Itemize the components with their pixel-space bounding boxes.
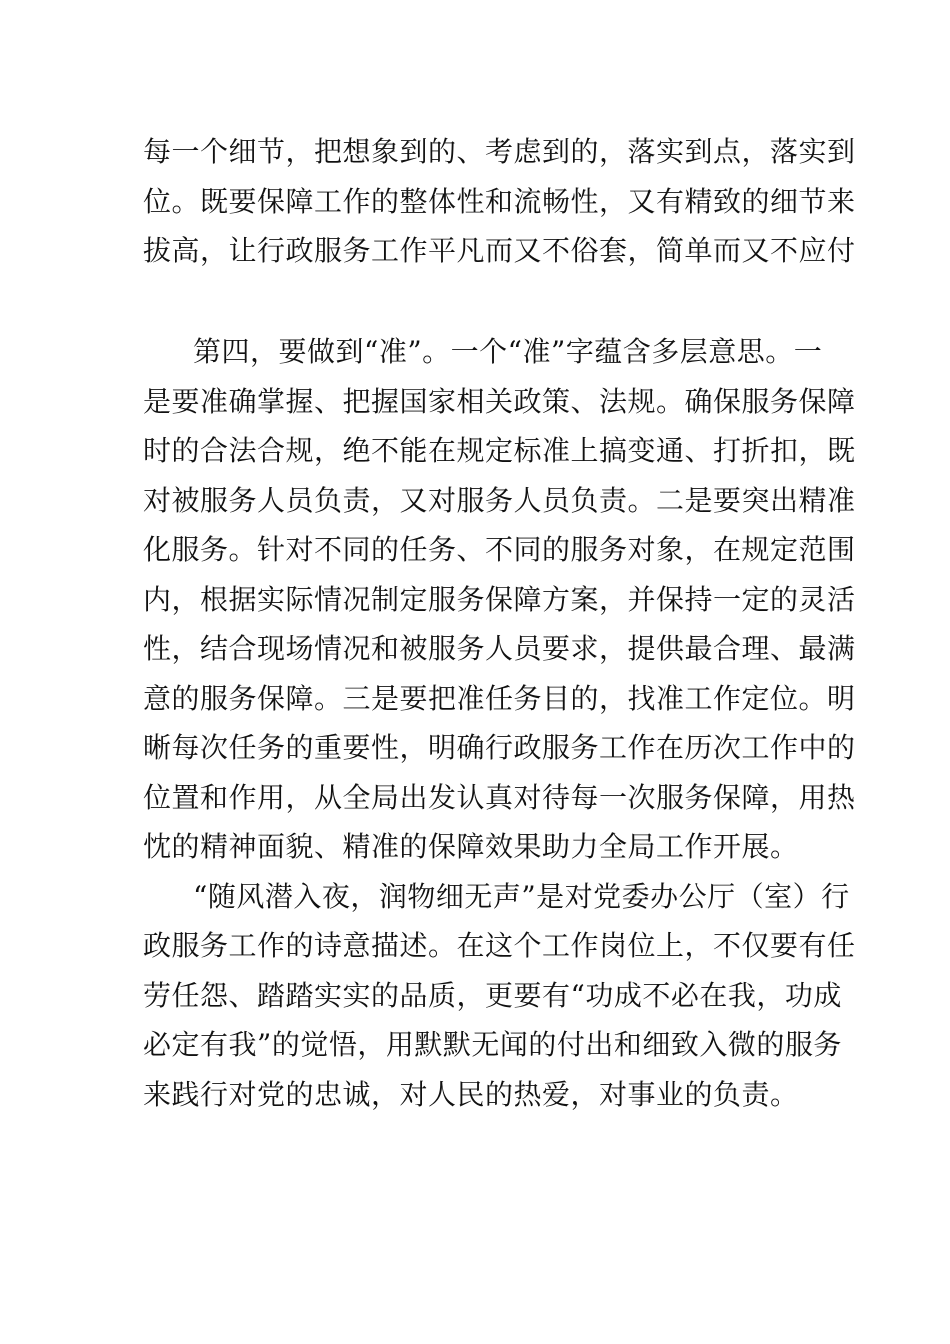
- text-line: 化服务。针对不同的任务、不同的服务对象，在规定范围: [143, 533, 856, 566]
- text-line: 必定有我”的觉悟，用默默无闻的付出和细致入微的服务: [143, 1028, 842, 1061]
- text-line: 忱的精神面貌、精准的保障效果助力全局工作开展。: [143, 830, 799, 863]
- text-line: 意的服务保障。三是要把准任务目的，找准工作定位。明: [143, 681, 856, 715]
- text-line: 是要准确掌握、把握国家相关政策、法规。确保服务保障: [143, 384, 856, 418]
- continued-paragraph: [143, 127, 856, 276]
- text-line: 拔高，让行政服务工作平凡而又不俗套，简单而又不应付: [143, 234, 856, 267]
- text-line: 性，结合现场情况和被服务人员要求，提供最合理、最满: [143, 632, 856, 665]
- text-line: 每一个细节，把想象到的、考虑到的，落实到点，落实到: [143, 135, 856, 168]
- paragraph-first-line: “随风潜入夜，润物细无声”是对党委办公厅（室）行: [193, 879, 850, 913]
- text-line: 时的合法合规，绝不能在规定标准上搞变通、打折扣，既: [143, 434, 856, 467]
- text-line: 晰每次任务的重要性，明确行政服务工作在历次工作中的: [143, 731, 856, 764]
- text-line: 对被服务人员负责，又对服务人员负责。二是要突出精准: [143, 483, 856, 517]
- text-line: 政服务工作的诗意描述。在这个工作岗位上，不仅要有任: [143, 929, 856, 962]
- text-line: 内，根据实际情况制定服务保障方案，并保持一定的灵活: [143, 582, 856, 616]
- text-line: 位。既要保障工作的整体性和流畅性，又有精致的细节来: [143, 184, 856, 218]
- text-line: 来践行对党的忠诚，对人民的热爱，对事业的负责。: [143, 1077, 799, 1111]
- text-line: 劳任怨、踏踏实实的品质，更要有“功成不必在我，功成: [143, 978, 842, 1012]
- text-line: 位置和作用，从全局出发认真对待每一次服务保障，用热: [143, 780, 856, 814]
- body-paragraphs: [143, 327, 856, 1119]
- paragraph-first-line: 第四，要做到“准”。一个“准”字蕴含多层意思。一: [193, 335, 823, 368]
